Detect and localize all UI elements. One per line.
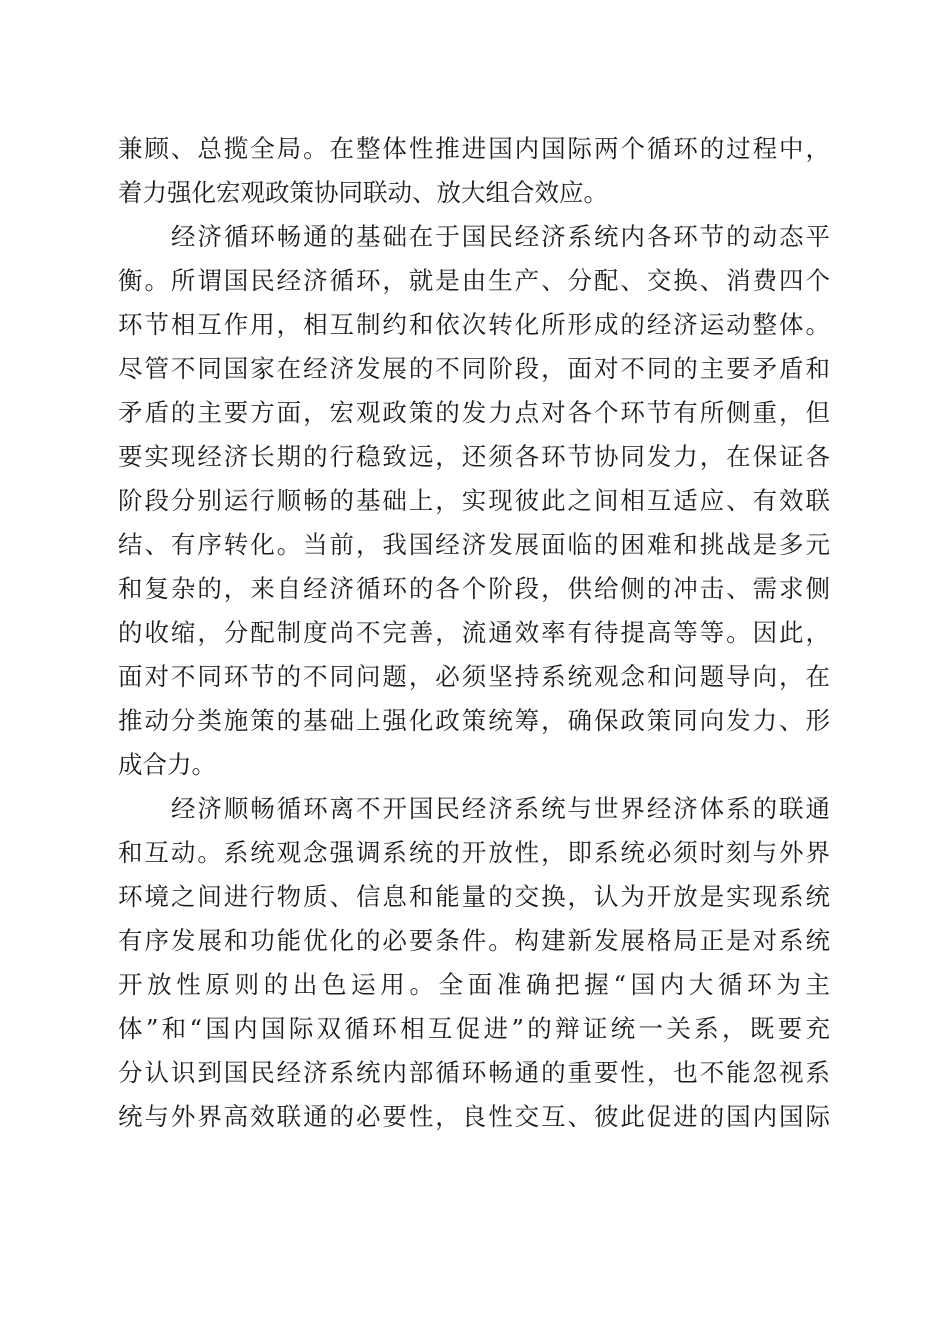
text-line: 的收缩，分配制度尚不完善，流通效率有待提高等等。因此， [118,618,830,647]
text-line: 经济顺畅循环离不开国民经济系统与世界经济体系的联通 [171,794,830,823]
text-line: 成合力。 [118,750,216,779]
text-line: 体”和“国内国际双循环相互促进”的辩证统一关系，既要充 [118,1014,830,1043]
text-line: 衡。所谓国民经济循环，就是由生产、分配、交换、消费四个 [118,266,830,295]
paragraph [118,127,830,215]
text-line: 分认识到国民经济系统内部循环畅通的重要性，也不能忽视系 [118,1058,830,1087]
text-line: 有序发展和功能优化的必要条件。构建新发展格局正是对系统 [118,926,830,955]
text-line: 面对不同环节的不同问题，必须坚持系统观念和问题导向，在 [118,662,830,691]
text-line: 着力强化宏观政策协同联动、放大组合效应。 [118,178,608,207]
text-line: 经济循环畅通的基础在于国民经济系统内各环节的动态平 [171,222,830,251]
text-line: 兼顾、总揽全局。在整体性推进国内国际两个循环的过程中， [118,134,830,163]
text-line: 阶段分别运行顺畅的基础上，实现彼此之间相互适应、有效联 [118,486,830,515]
text-line: 环境之间进行物质、信息和能量的交换，认为开放是实现系统 [118,882,830,911]
text-line: 和互动。系统观念强调系统的开放性，即系统必须时刻与外界 [118,838,830,867]
text-line: 统与外界高效联通的必要性，良性交互、彼此促进的国内国际 [118,1102,830,1131]
document-body [118,127,830,1139]
paragraph [118,787,830,1139]
text-line: 要实现经济长期的行稳致远，还须各环节协同发力，在保证各 [118,442,830,471]
text-line: 和复杂的，来自经济循环的各个阶段，供给侧的冲击、需求侧 [118,574,830,603]
paragraph [118,215,830,787]
text-line: 结、有序转化。当前，我国经济发展面临的困难和挑战是多元 [118,530,830,559]
text-line: 环节相互作用，相互制约和依次转化所形成的经济运动整体。 [118,310,830,339]
text-line: 开放性原则的出色运用。全面准确把握“国内大循环为主 [118,970,830,999]
text-line: 尽管不同国家在经济发展的不同阶段，面对不同的主要矛盾和 [118,354,830,383]
text-line: 矛盾的主要方面，宏观政策的发力点对各个环节有所侧重，但 [118,398,830,427]
text-line: 推动分类施策的基础上强化政策统筹，确保政策同向发力、形 [118,706,830,735]
